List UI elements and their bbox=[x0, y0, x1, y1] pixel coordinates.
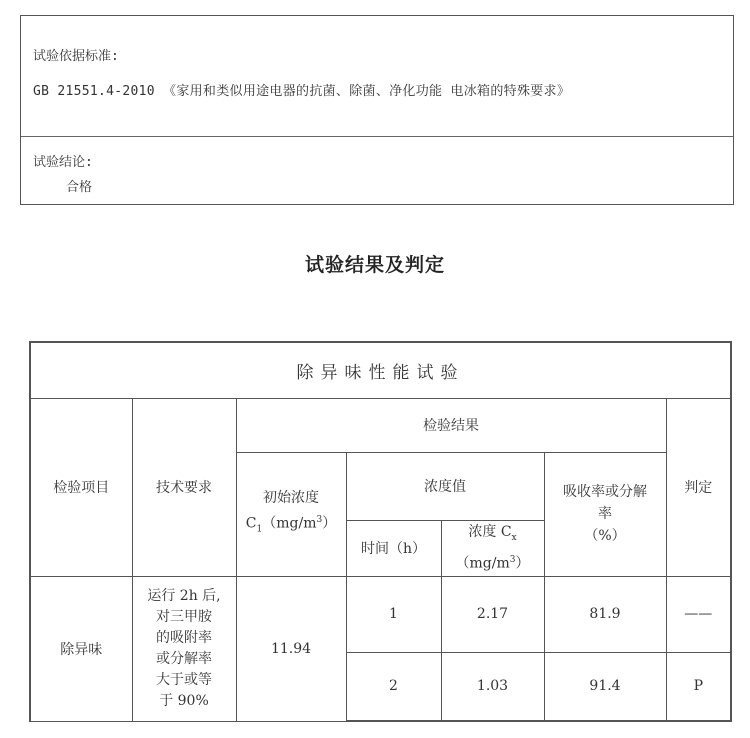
header-item: 检验项目 bbox=[30, 398, 132, 576]
header-row-1 bbox=[30, 398, 731, 452]
item-cell: 除异味 bbox=[30, 576, 132, 721]
conc-cx-unit: （mg/m bbox=[455, 555, 510, 572]
conclusion-label: 试验结论: bbox=[33, 155, 93, 170]
header-requirement: 技术要求 bbox=[132, 398, 236, 576]
requirement-line: 于 90% bbox=[159, 692, 209, 709]
initial-conc-unit-close: ） bbox=[322, 515, 337, 532]
test-info-box bbox=[20, 15, 734, 205]
rate-cell: 81.9 bbox=[544, 576, 666, 652]
table-row bbox=[30, 576, 731, 652]
requirement-line: 对三甲胺 bbox=[156, 608, 212, 625]
time-cell: 2 bbox=[346, 652, 441, 721]
initial-conc-label: 初始浓度 bbox=[263, 490, 319, 507]
initial-conc-subscript: 1 bbox=[256, 524, 263, 535]
box-divider bbox=[21, 136, 733, 137]
requirement-cell bbox=[132, 576, 236, 721]
conc-cx-unit-exp: 3 bbox=[509, 555, 516, 566]
time-cell: 1 bbox=[346, 576, 441, 652]
header-time: 时间（h） bbox=[346, 520, 441, 576]
section-title: 试验结果及判定 bbox=[304, 254, 445, 276]
header-conc-value: 浓度值 bbox=[346, 452, 544, 520]
rate-cell: 91.4 bbox=[544, 652, 666, 721]
header-judgment: 判定 bbox=[666, 398, 731, 576]
header-conc-cx bbox=[441, 520, 544, 576]
judgment-cell: —— bbox=[666, 576, 731, 652]
header-rate bbox=[544, 452, 666, 576]
requirement-line: 或分解率 bbox=[156, 650, 212, 667]
rate-unit: （%） bbox=[584, 528, 626, 544]
results-table bbox=[29, 341, 732, 722]
rate-label-2: 率 bbox=[598, 506, 612, 522]
conc-cx-subscript: x bbox=[511, 533, 517, 544]
conc-cell: 2.17 bbox=[441, 576, 544, 652]
judgment-cell: P bbox=[666, 652, 731, 721]
table-title-row bbox=[30, 342, 731, 398]
conc-cx-unit-close: ） bbox=[515, 555, 530, 572]
requirement-line: 运行 2h 后, bbox=[147, 587, 221, 604]
conc-cx-label: 浓度 C bbox=[468, 524, 512, 541]
table-title: 除异味性能试验 bbox=[30, 342, 731, 398]
rate-label-1: 吸收率或分解 bbox=[563, 484, 647, 500]
initial-conc-unit: （mg/m bbox=[262, 515, 317, 532]
conc-cell: 1.03 bbox=[441, 652, 544, 721]
initial-conc-cell: 11.94 bbox=[236, 576, 346, 721]
requirement-line: 的吸附率 bbox=[156, 629, 212, 646]
header-results: 检验结果 bbox=[236, 398, 666, 452]
initial-conc-unit-exp: 3 bbox=[316, 515, 323, 526]
requirement-line: 大于或等 bbox=[156, 671, 212, 688]
header-initial-conc bbox=[236, 452, 346, 576]
conclusion-value: 合格 bbox=[66, 180, 93, 195]
standard-label: 试验依据标准: bbox=[33, 49, 119, 64]
initial-conc-symbol: C bbox=[245, 515, 257, 532]
standard-text: GB 21551.4-2010 《家用和类似用途电器的抗菌、除菌、净化功能 电冰箱的特殊要求》 bbox=[33, 84, 571, 99]
